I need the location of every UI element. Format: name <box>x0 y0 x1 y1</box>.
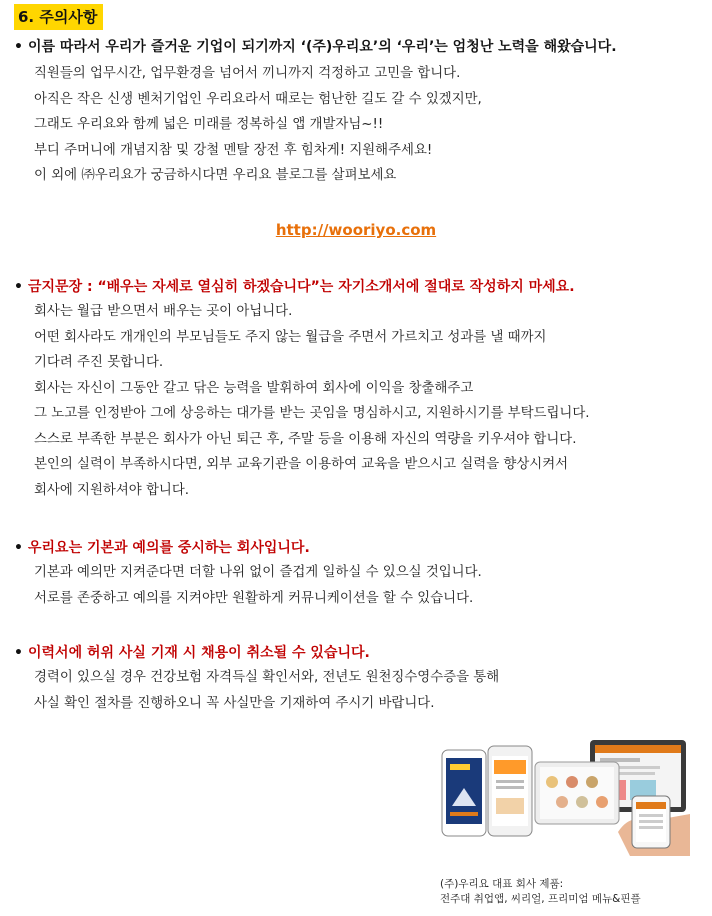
bullet-icon: • <box>14 279 23 295</box>
product-caption <box>440 877 641 907</box>
forbidden-heading <box>14 276 692 298</box>
manners-section <box>14 537 692 611</box>
intro-line: 아직은 작은 신생 벤처기업인 우리요라서 때로는 험난한 길도 갈 수 있겠지만, <box>34 91 482 107</box>
manners-heading <box>14 537 692 559</box>
bullet-icon: • <box>14 540 23 556</box>
intro-line: 직원들의 업무시간, 업무환경을 넘어서 끼니까지 걱정하고 고민을 합니다. <box>34 66 461 81</box>
manners-heading-text: 우리요는 기본과 예의를 중시하는 회사입니다. <box>28 540 310 556</box>
intro-line: 부디 주머니에 개념지참 및 강철 멘탈 장전 후 힘차게! 지원해주세요! <box>34 142 433 158</box>
forbidden-line: 어떤 회사라도 개개인의 부모님들도 주지 않는 월급을 주면서 가르치고 성과를 낼 때까지 <box>34 329 547 345</box>
caption-line: 전주대 취업앱, 씨리얼, 프리미엄 메뉴&핀플 <box>440 893 641 905</box>
forbidden-line: 기다려 주진 못합니다. <box>34 355 164 370</box>
bullet-icon: • <box>14 645 23 661</box>
bullet-icon: • <box>14 39 23 55</box>
tablet-icon <box>535 762 619 824</box>
forbidden-line: 회사는 월급 받으면서 배우는 곳이 아닙니다. <box>34 304 293 319</box>
false-info-section <box>14 642 692 716</box>
manners-line: 서로를 존중하고 예의를 지켜야만 원활하게 커뮤니케이션을 할 수 있습니다. <box>34 590 474 606</box>
forbidden-line: 회사에 지원하셔야 합니다. <box>34 482 190 498</box>
intro-line: 그래도 우리요와 함께 넓은 미래를 정복하실 앱 개발자님~!! <box>34 117 384 132</box>
intro-line: 이 외에 ㈜우리요가 궁금하시다면 우리요 블로그를 살펴보세요 <box>34 168 397 183</box>
false-info-line: 경력이 있으실 경우 건강보험 자격득실 확인서와, 전년도 원천징수영수증을 통해 <box>34 670 500 685</box>
intro-section <box>14 36 692 189</box>
intro-heading-text: 이름 따라서 우리가 즐거운 기업이 되기까지 ‘(주)우리요’의 ‘우리’는 엄청난 노력을 해왔습니다. <box>28 39 617 55</box>
forbidden-phrase-section <box>14 276 692 503</box>
intro-heading <box>14 36 692 58</box>
forbidden-line: 회사는 자신이 그동안 갈고 닦은 능력을 발휘하여 회사에 이익을 창출해주고 <box>34 380 474 396</box>
forbidden-line: 그 노고를 인정받아 그에 상응하는 대가를 받는 곳임을 명심하시고, 지원하시기를 부탁드립니다. <box>34 406 590 421</box>
phone-icon <box>488 746 532 836</box>
forbidden-line: 본인의 실력이 부족하시다면, 외부 교육기관을 이용하여 교육을 받으시고 실력을 향상시켜서 <box>34 457 569 472</box>
false-info-line: 사실 확인 절차를 진행하오니 꼭 사실만을 기재하여 주시기 바랍니다. <box>34 695 435 711</box>
website-link[interactable]: http://wooriyo.com <box>275 221 437 239</box>
forbidden-heading-text: 금지문장 : “배우는 자세로 열심히 하겠습니다”는 자기소개서에 절대로 작성하지 마세요. <box>28 279 575 295</box>
phone-icon <box>442 750 486 836</box>
section-title: 6. 주의사항 <box>14 4 103 30</box>
forbidden-line: 스스로 부족한 부분은 회사가 아닌 퇴근 후, 주말 등을 이용해 자신의 역량을 키우셔야 합니다. <box>34 431 577 447</box>
false-info-heading <box>14 642 692 664</box>
caption-line: (주)우리요 대표 회사 제품: <box>440 878 564 890</box>
manners-line: 기본과 예의만 지켜준다면 더할 나위 없이 즐겁게 일하실 수 있으실 것입니다. <box>34 565 482 580</box>
false-info-heading-text: 이력서에 허위 사실 기재 시 채용이 취소될 수 있습니다. <box>28 645 370 661</box>
product-devices-image <box>440 736 690 856</box>
